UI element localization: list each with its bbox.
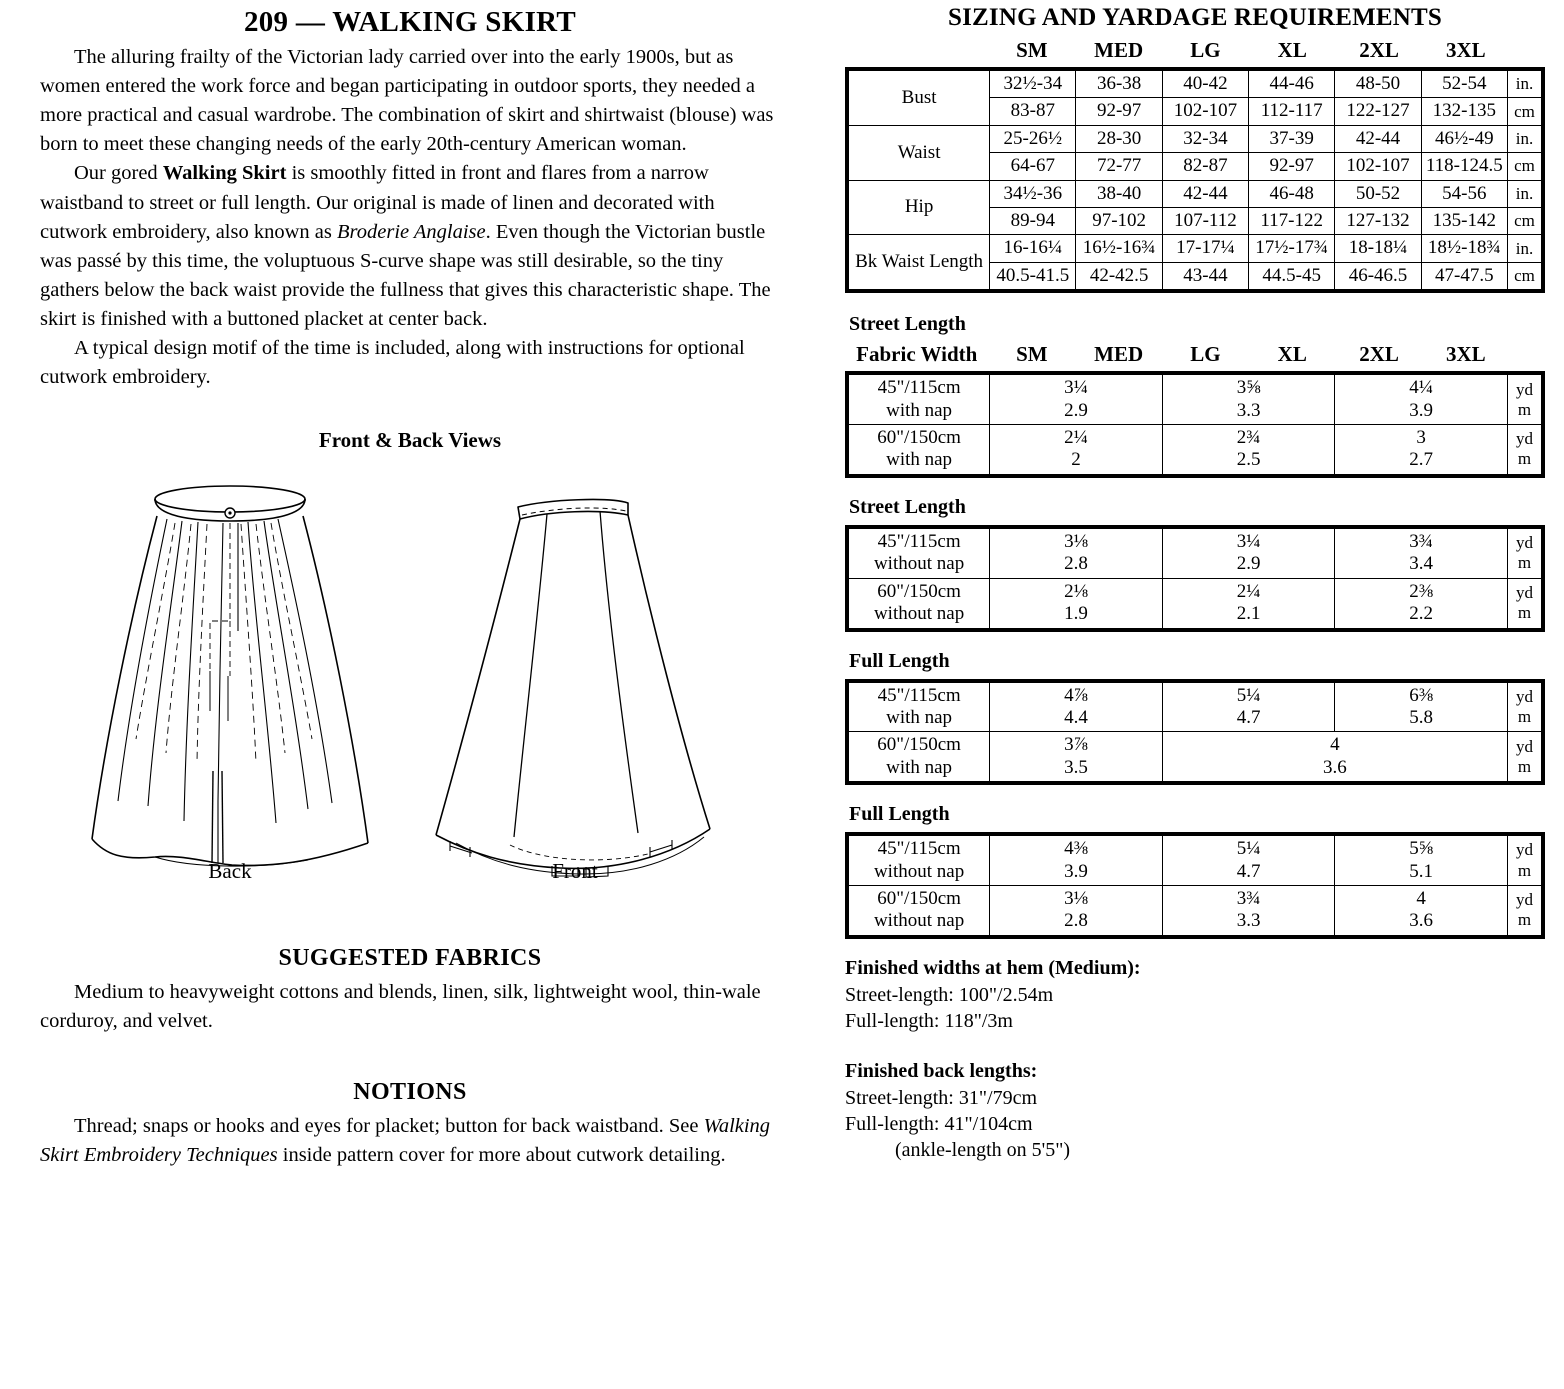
yardage-fabric-width: 60"/150cm bbox=[877, 734, 961, 756]
yardage-block-street-with-nap bbox=[845, 313, 1545, 478]
yardage-fabric-width: 60"/150cm bbox=[877, 887, 961, 909]
yardage-unit bbox=[1507, 527, 1543, 578]
table-row bbox=[847, 235, 1543, 262]
yardage-header-sm: SM bbox=[1016, 342, 1048, 367]
sizing-row-label-waist: Waist bbox=[847, 125, 990, 180]
yardage-cell bbox=[990, 834, 1163, 885]
yardage-value-yd: 4¼ bbox=[1409, 377, 1434, 399]
sizing-cell: 112-117 bbox=[1249, 98, 1335, 125]
notions-text bbox=[40, 1112, 780, 1170]
yardage-row-label bbox=[847, 425, 990, 476]
sizing-header-2xl: 2XL bbox=[1359, 38, 1399, 62]
yardage-caption: Street Length bbox=[849, 495, 966, 518]
yardage-value-yd: 3⅛ bbox=[1064, 887, 1088, 909]
yardage-unit-m: m bbox=[1517, 756, 1532, 776]
yardage-value-m: 5.8 bbox=[1409, 706, 1434, 728]
sizing-cell: 52-54 bbox=[1421, 69, 1507, 98]
sizing-cell: 17-17¼ bbox=[1162, 235, 1248, 262]
yardage-caption: Full Length bbox=[849, 803, 950, 826]
finished-back-street: Street-length: 31"/79cm bbox=[845, 1086, 1038, 1109]
yardage-value-m: 3.9 bbox=[1409, 399, 1434, 421]
yardage-value-yd: 6⅜ bbox=[1409, 684, 1434, 706]
right-column bbox=[845, 0, 1545, 1163]
table-row bbox=[847, 578, 1543, 629]
yardage-value-m: 2.9 bbox=[1064, 399, 1088, 421]
yardage-value-yd: 3¼ bbox=[1064, 377, 1088, 399]
yardage-unit-yd: yd bbox=[1515, 533, 1533, 553]
sizing-table-body bbox=[847, 69, 1543, 291]
sizing-unit-cm: cm bbox=[1507, 262, 1543, 291]
notions-part-c: inside pattern cover for more about cutwork detailing. bbox=[277, 1143, 726, 1166]
yardage-caption: Full Length bbox=[849, 649, 950, 672]
yardage-value-m: 3.3 bbox=[1236, 399, 1261, 421]
yardage-value-yd: 3 bbox=[1416, 427, 1426, 449]
yardage-row-label bbox=[847, 527, 990, 578]
table-row bbox=[847, 834, 1543, 885]
table-row bbox=[847, 180, 1543, 207]
yardage-cell bbox=[1162, 373, 1335, 424]
left-column bbox=[40, 0, 780, 1170]
intro-paragraph-1: The alluring frailty of the Victorian lady carried over into the early 1900s, but as women entered the work force and began participating in outdoor sports, they needed a more practical and casual wardrobe. The combination of skirt and shirtwaist (blouse) was born to meet these changing needs of the early 20th-century American woman. bbox=[40, 46, 774, 156]
sizing-cell: 40-42 bbox=[1162, 69, 1248, 98]
yardage-unit bbox=[1507, 834, 1543, 885]
yardage-value-yd: 3¾ bbox=[1409, 530, 1434, 552]
yardage-value-m: 2.5 bbox=[1236, 449, 1261, 471]
yardage-value-yd: 2¼ bbox=[1064, 427, 1088, 449]
yardage-value-yd: 3⅛ bbox=[1064, 530, 1088, 552]
notions-heading: NOTIONS bbox=[353, 1078, 467, 1105]
yardage-unit bbox=[1507, 681, 1543, 732]
yardage-value-m: 4.7 bbox=[1236, 860, 1261, 882]
yardage-fabric-width: 60"/150cm bbox=[877, 427, 961, 449]
sizing-cell: 16-16¼ bbox=[990, 235, 1076, 262]
front-view-label: Front bbox=[552, 859, 598, 884]
yardage-cell bbox=[1162, 834, 1335, 885]
sizing-unit-cm: cm bbox=[1507, 208, 1543, 235]
yardage-unit bbox=[1507, 885, 1543, 936]
table-row bbox=[847, 425, 1543, 476]
table-row bbox=[847, 732, 1543, 783]
yardage-cell bbox=[990, 578, 1163, 629]
yardage-value-yd: 3⅞ bbox=[1064, 734, 1088, 756]
finished-notes bbox=[845, 957, 1545, 1163]
table-row bbox=[847, 885, 1543, 936]
yardage-value-yd: 3¾ bbox=[1236, 887, 1261, 909]
yardage-cell bbox=[1162, 885, 1335, 936]
finished-hem-heading: Finished widths at hem (Medium): bbox=[845, 956, 1141, 979]
table-row bbox=[847, 681, 1543, 732]
yardage-value-yd: 5¼ bbox=[1236, 838, 1261, 860]
sizing-header-xl: XL bbox=[1277, 38, 1307, 62]
yardage-unit bbox=[1507, 373, 1543, 424]
intro-paragraph-2 bbox=[40, 159, 780, 334]
yardage-fabric-width: 45"/115cm bbox=[877, 838, 961, 860]
yardage-value-m: 2.1 bbox=[1236, 603, 1261, 625]
sizing-cell: 17½-17¾ bbox=[1249, 235, 1335, 262]
table-row bbox=[847, 373, 1543, 424]
yardage-value-m: 4.4 bbox=[1064, 706, 1088, 728]
yardage-nap: without nap bbox=[873, 553, 965, 575]
yardage-value-yd: 3¼ bbox=[1236, 530, 1261, 552]
suggested-fabrics-text: Medium to heavyweight cottons and blends, linen, silk, lightweight wool, thin-wale corduroy, and velvet. bbox=[40, 981, 761, 1033]
sizing-title: SIZING AND YARDAGE REQUIREMENTS bbox=[947, 4, 1443, 31]
front-view-illustration bbox=[410, 485, 740, 905]
yardage-header-2xl: 2XL bbox=[1359, 342, 1399, 367]
yardage-unit bbox=[1507, 732, 1543, 783]
sizing-cell: 50-52 bbox=[1335, 180, 1421, 207]
sizing-cell: 18-18¼ bbox=[1335, 235, 1421, 262]
yardage-cell bbox=[1162, 578, 1335, 629]
table-row bbox=[847, 69, 1543, 98]
yardage-row-label bbox=[847, 834, 990, 885]
yardage-cell bbox=[990, 425, 1163, 476]
yardage-nap: without nap bbox=[873, 910, 965, 932]
sizing-cell: 42-44 bbox=[1335, 125, 1421, 152]
yardage-block-full-with-nap bbox=[845, 650, 1545, 786]
table-row bbox=[847, 125, 1543, 152]
yardage-cell bbox=[990, 885, 1163, 936]
yardage-table bbox=[845, 679, 1545, 786]
notions-italic-title: Walking Skirt Embroidery Techniques bbox=[40, 1114, 771, 1166]
sizing-unit-in: in. bbox=[1507, 235, 1543, 262]
yardage-header-lg: LG bbox=[1190, 342, 1221, 367]
sizing-row-label-bk-waist-length: Bk Waist Length bbox=[847, 235, 990, 291]
sizing-unit-in: in. bbox=[1507, 125, 1543, 152]
notions-part-a: Thread; snaps or hooks and eyes for placket; button for back waistband. See bbox=[74, 1114, 704, 1137]
table-row bbox=[847, 527, 1543, 578]
sizing-cell: 44-46 bbox=[1249, 69, 1335, 98]
yardage-cell bbox=[1335, 834, 1508, 885]
yardage-fabric-width: 45"/115cm bbox=[877, 684, 961, 706]
yardage-nap: without nap bbox=[873, 860, 965, 882]
sizing-cell: 92-97 bbox=[1249, 153, 1335, 180]
yardage-fabric-width: 45"/115cm bbox=[877, 377, 961, 399]
yardage-value-m: 3.4 bbox=[1409, 553, 1434, 575]
sizing-cell: 47-47.5 bbox=[1421, 262, 1507, 291]
skirt-illustrations bbox=[40, 463, 780, 923]
yardage-unit-yd: yd bbox=[1515, 736, 1533, 756]
sizing-header-sm: SM bbox=[1016, 38, 1048, 62]
sizing-cell: 46-46.5 bbox=[1335, 262, 1421, 291]
intro-paragraph-3: A typical design motif of the time is included, along with instructions for optional cutwork embroidery. bbox=[40, 337, 745, 389]
sizing-header-unit-blank bbox=[1509, 38, 1545, 67]
sizing-cell: 44.5-45 bbox=[1249, 262, 1335, 291]
para2-part-a: Our gored bbox=[74, 162, 163, 185]
sizing-cell: 32-34 bbox=[1162, 125, 1248, 152]
yardage-value-m: 2.8 bbox=[1064, 553, 1088, 575]
yardage-row-label bbox=[847, 373, 990, 424]
yardage-value-m: 2.8 bbox=[1064, 910, 1088, 932]
sizing-cell: 28-30 bbox=[1076, 125, 1162, 152]
yardage-cell bbox=[990, 373, 1163, 424]
sizing-cell: 89-94 bbox=[990, 208, 1076, 235]
yardage-unit-yd: yd bbox=[1515, 429, 1533, 449]
sizing-cell: 36-38 bbox=[1076, 69, 1162, 98]
sizing-cell: 25-26½ bbox=[990, 125, 1076, 152]
sizing-cell: 43-44 bbox=[1162, 262, 1248, 291]
yardage-value-yd: 5¼ bbox=[1236, 684, 1261, 706]
para2-italic-term: Broderie Anglaise bbox=[337, 220, 486, 243]
yardage-unit-m: m bbox=[1517, 553, 1532, 573]
finished-hem-full: Full-length: 118"/3m bbox=[845, 1009, 1013, 1032]
yardage-header-fabric-width: Fabric Width bbox=[856, 342, 978, 367]
sizing-cell: 54-56 bbox=[1421, 180, 1507, 207]
yardage-unit bbox=[1507, 578, 1543, 629]
sizing-cell: 122-127 bbox=[1335, 98, 1421, 125]
yardage-value-m: 2.9 bbox=[1236, 553, 1261, 575]
views-heading: Front & Back Views bbox=[318, 428, 502, 453]
sizing-cell: 82-87 bbox=[1162, 153, 1248, 180]
para2-part-c: is smoothly fitted in front and flares from a narrow waistband to street or full length. Our original is made of linen and decorated with cutwork embroidery, also known as bbox=[40, 162, 715, 243]
yardage-value-yd: 5⅝ bbox=[1409, 838, 1434, 860]
yardage-header-unit-blank bbox=[1509, 342, 1545, 371]
sizing-row-label-hip: Hip bbox=[847, 180, 990, 235]
yardage-value-yd: 4 bbox=[1416, 887, 1426, 909]
yardage-unit-m: m bbox=[1517, 399, 1532, 419]
yardage-unit-yd: yd bbox=[1515, 890, 1533, 910]
yardage-value-m: 3.9 bbox=[1064, 860, 1088, 882]
page-title: 209 — WALKING SKIRT bbox=[243, 6, 577, 38]
yardage-nap: with nap bbox=[886, 756, 953, 778]
yardage-cell bbox=[1335, 373, 1508, 424]
yardage-value-yd: 4⅜ bbox=[1064, 838, 1088, 860]
yardage-table bbox=[845, 525, 1545, 632]
para2-part-e: . Even though the Victorian bustle was passé by this time, the voluptuous S-curve shape was still desirable, so the tiny gathers below the back waist provide the fullness that gives this characteristic shape. The skirt is finished with a buttoned placket at center back. bbox=[40, 220, 771, 330]
yardage-value-yd: 2⅜ bbox=[1409, 580, 1434, 602]
finished-back-full: Full-length: 41"/104cm bbox=[845, 1112, 1033, 1135]
yardage-header-xl: XL bbox=[1277, 342, 1307, 367]
yardage-fabric-width: 45"/115cm bbox=[877, 530, 961, 552]
sizing-cell: 107-112 bbox=[1162, 208, 1248, 235]
yardage-caption: Street Length bbox=[849, 313, 966, 336]
yardage-fabric-width: 60"/150cm bbox=[877, 580, 961, 602]
yardage-unit-m: m bbox=[1517, 603, 1532, 623]
yardage-cell bbox=[1162, 527, 1335, 578]
yardage-row-label bbox=[847, 885, 990, 936]
yardage-value-yd: 2¾ bbox=[1236, 427, 1261, 449]
sizing-cell: 97-102 bbox=[1076, 208, 1162, 235]
yardage-cell bbox=[1162, 425, 1335, 476]
yardage-row-label bbox=[847, 578, 990, 629]
yardage-unit-yd: yd bbox=[1515, 840, 1533, 860]
yardage-value-m: 2.2 bbox=[1409, 603, 1434, 625]
yardage-cell bbox=[1335, 885, 1508, 936]
sizing-header-med: MED bbox=[1094, 38, 1144, 62]
sizing-cell: 42-44 bbox=[1162, 180, 1248, 207]
sizing-header-3xl: 3XL bbox=[1446, 38, 1486, 62]
yardage-unit-yd: yd bbox=[1515, 583, 1533, 603]
finished-hem-street: Street-length: 100"/2.54m bbox=[845, 983, 1054, 1006]
yardage-cell bbox=[990, 527, 1163, 578]
yardage-unit-m: m bbox=[1517, 449, 1532, 469]
yardage-value-m: 1.9 bbox=[1064, 603, 1088, 625]
yardage-unit-yd: yd bbox=[1515, 379, 1533, 399]
sizing-cell: 135-142 bbox=[1421, 208, 1507, 235]
suggested-fabrics-heading: SUGGESTED FABRICS bbox=[278, 945, 542, 972]
yardage-value-m: 3.6 bbox=[1322, 756, 1347, 778]
yardage-row-label bbox=[847, 681, 990, 732]
sizing-cell: 64-67 bbox=[990, 153, 1076, 180]
sizing-cell: 132-135 bbox=[1421, 98, 1507, 125]
yardage-table bbox=[845, 832, 1545, 939]
yardage-value-m: 5.1 bbox=[1409, 860, 1434, 882]
finished-back-note: (ankle-length on 5'5") bbox=[895, 1138, 1071, 1161]
sizing-cell: 117-122 bbox=[1249, 208, 1335, 235]
yardage-cell bbox=[990, 681, 1163, 732]
sizing-cell: 40.5-41.5 bbox=[990, 262, 1076, 291]
sizing-unit-in: in. bbox=[1507, 180, 1543, 207]
sizing-unit-cm: cm bbox=[1507, 153, 1543, 180]
sizing-size-header bbox=[845, 38, 1545, 67]
sizing-cell: 37-39 bbox=[1249, 125, 1335, 152]
sizing-cell: 127-132 bbox=[1335, 208, 1421, 235]
sizing-cell: 118-124.5 bbox=[1421, 153, 1507, 180]
yardage-cell bbox=[1335, 425, 1508, 476]
yardage-row-label bbox=[847, 732, 990, 783]
para2-bold-title: Walking Skirt bbox=[162, 162, 287, 185]
yardage-value-m: 2 bbox=[1071, 449, 1081, 471]
yardage-cell bbox=[990, 732, 1163, 783]
yardage-value-yd: 4 bbox=[1330, 734, 1340, 756]
sizing-cell: 18½-18¾ bbox=[1421, 235, 1507, 262]
yardage-value-m: 3.3 bbox=[1236, 910, 1261, 932]
yardage-block-street-without-nap bbox=[845, 496, 1545, 632]
yardage-header-med: MED bbox=[1094, 342, 1144, 367]
sizing-cell: 46-48 bbox=[1249, 180, 1335, 207]
sizing-unit-cm: cm bbox=[1507, 98, 1543, 125]
back-view-label: Back bbox=[208, 859, 252, 884]
sizing-header-lg: LG bbox=[1190, 38, 1221, 62]
yardage-nap: with nap bbox=[886, 706, 953, 728]
sizing-cell: 46½-49 bbox=[1421, 125, 1507, 152]
sizing-cell: 16½-16¾ bbox=[1076, 235, 1162, 262]
yardage-value-yd: 3⅝ bbox=[1236, 377, 1261, 399]
yardage-value-m: 3.5 bbox=[1064, 756, 1088, 778]
yardage-cell bbox=[1162, 681, 1335, 732]
yardage-unit-m: m bbox=[1517, 860, 1532, 880]
yardage-value-m: 4.7 bbox=[1236, 706, 1261, 728]
yardage-block-full-without-nap bbox=[845, 803, 1545, 939]
yardage-cell bbox=[1335, 681, 1508, 732]
yardage-nap: with nap bbox=[886, 399, 953, 421]
sizing-cell: 72-77 bbox=[1076, 153, 1162, 180]
yardage-header-3xl: 3XL bbox=[1446, 342, 1486, 367]
yardage-nap: without nap bbox=[873, 603, 965, 625]
yardage-nap: with nap bbox=[886, 449, 953, 471]
yardage-cell-wide bbox=[1162, 732, 1507, 783]
finished-back-heading: Finished back lengths: bbox=[845, 1059, 1038, 1082]
sizing-cell: 38-40 bbox=[1076, 180, 1162, 207]
sizing-cell: 48-50 bbox=[1335, 69, 1421, 98]
sizing-cell: 34½-36 bbox=[990, 180, 1076, 207]
yardage-cell bbox=[1335, 527, 1508, 578]
sizing-table bbox=[845, 67, 1545, 293]
yardage-size-header bbox=[845, 342, 1545, 371]
yardage-value-m: 2.7 bbox=[1409, 449, 1434, 471]
sizing-row-label-bust: Bust bbox=[847, 69, 990, 125]
back-view-illustration bbox=[60, 471, 400, 891]
sizing-cell: 92-97 bbox=[1076, 98, 1162, 125]
yardage-table bbox=[845, 371, 1545, 478]
sizing-cell: 102-107 bbox=[1335, 153, 1421, 180]
yardage-value-yd: 4⅞ bbox=[1064, 684, 1088, 706]
yardage-cell bbox=[1335, 578, 1508, 629]
yardage-unit bbox=[1507, 425, 1543, 476]
yardage-unit-yd: yd bbox=[1515, 686, 1533, 706]
yardage-unit-m: m bbox=[1517, 706, 1532, 726]
yardage-value-yd: 2⅛ bbox=[1064, 580, 1088, 602]
sizing-cell: 102-107 bbox=[1162, 98, 1248, 125]
sizing-cell: 83-87 bbox=[990, 98, 1076, 125]
sizing-cell: 32½-34 bbox=[990, 69, 1076, 98]
yardage-unit-m: m bbox=[1517, 910, 1532, 930]
yardage-value-yd: 2¼ bbox=[1236, 580, 1261, 602]
sizing-header-blank bbox=[845, 38, 988, 67]
sizing-cell: 42-42.5 bbox=[1076, 262, 1162, 291]
sizing-unit-in: in. bbox=[1507, 69, 1543, 98]
yardage-value-m: 3.6 bbox=[1409, 910, 1434, 932]
